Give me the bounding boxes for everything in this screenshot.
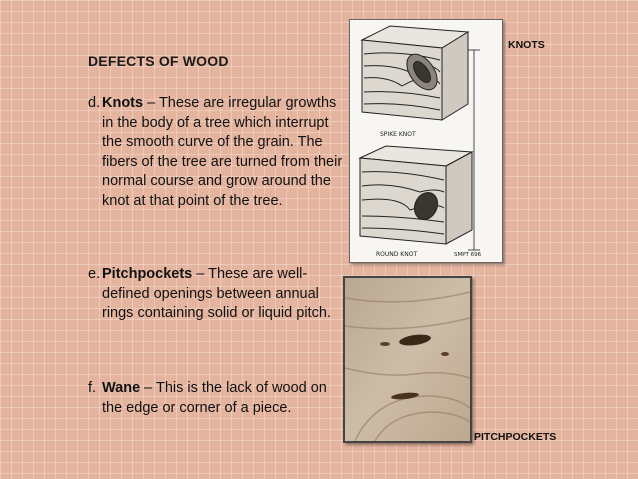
item-term: Wane — [102, 380, 141, 396]
item-letter: d. — [88, 95, 101, 111]
list-item-knots — [88, 94, 343, 211]
item-body — [102, 379, 343, 418]
list-item-pitchpockets — [88, 265, 343, 324]
item-text: – This is the lack of wood on the edge or corner of a piece. — [102, 380, 327, 416]
item-term: Pitchpockets — [102, 266, 193, 282]
item-letter: e. — [88, 266, 101, 282]
item-text: – These are irregular growths in the body of a tree which interrupt the smooth curve of the grain. The fibers of the tree are turned from their normal course and grow around the knot at that point of the tree. — [102, 95, 343, 209]
knots-caption: KNOTS — [508, 39, 545, 51]
pitchpockets-caption: PITCHPOCKETS — [474, 431, 557, 443]
round-knot-label: ROUND KNOT — [376, 251, 418, 258]
item-letter: f. — [88, 380, 97, 396]
pitchpocket-photo — [343, 276, 472, 443]
item-term: Knots — [102, 95, 144, 111]
item-text: – These are well-defined openings between annual rings containing solid or liquid pitch. — [102, 266, 331, 321]
spike-knot-label: SPIKE KNOT — [380, 131, 416, 138]
slide-title: DEFECTS OF WOOD — [88, 53, 229, 69]
item-body — [102, 94, 343, 211]
list-item-wane — [88, 379, 343, 418]
knots-illustration — [349, 19, 503, 263]
item-body — [102, 265, 343, 324]
figure-code: SMPT 696 — [454, 252, 482, 258]
